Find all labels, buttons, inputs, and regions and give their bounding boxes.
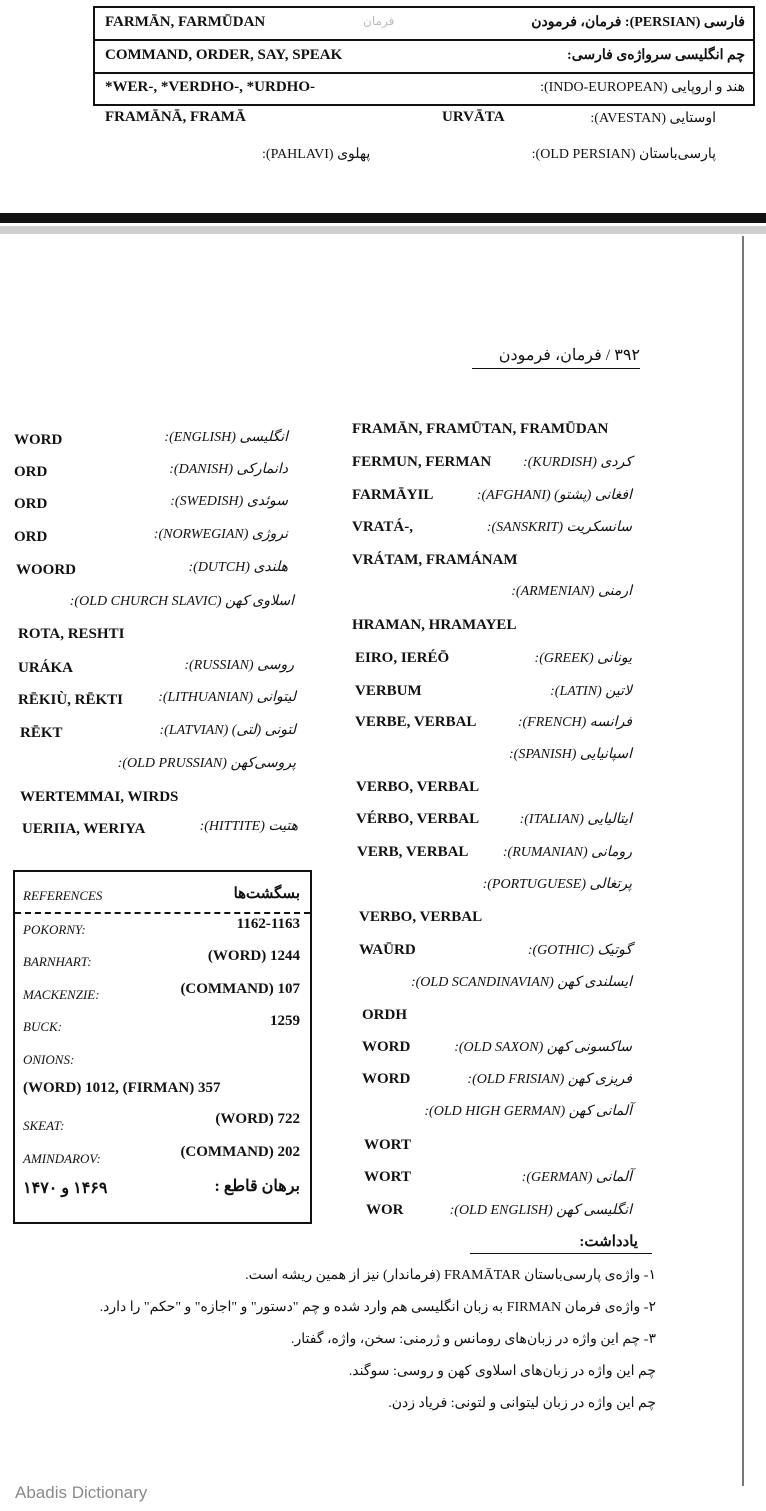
rc-value: WORT: [364, 1169, 411, 1185]
rc-value: WORT: [364, 1137, 411, 1153]
rc-label: انگلیسی کهن (OLD ENGLISH):: [449, 1203, 632, 1218]
references-box: [13, 870, 312, 1224]
pie-label: هند و اروپایی (INDO-EUROPEAN):: [540, 80, 745, 95]
note-line-1: ۱- واژه‌ی پارسی‌باستان FRAMĀTAR (فرماندار) نیز از همین ریشه است.: [245, 1268, 656, 1283]
top-row-meaning: [95, 39, 753, 72]
lc-value: WORD: [14, 432, 63, 448]
lc-value: URÁKA: [18, 660, 73, 676]
rc-value: FRAMĀN, FRAMŪTAN, FRAMŪDAN: [352, 421, 609, 437]
rc-label: لاتین (LATIN):: [550, 684, 632, 699]
top-entry-box: [93, 6, 755, 106]
rc-label: سانسکریت (SANSKRIT):: [486, 520, 632, 535]
ref-value: 1162-1163: [236, 916, 300, 932]
lc-label: اسلاوی کهن (OLD CHURCH SLAVIC):: [69, 594, 294, 609]
lc-value: ORD: [14, 496, 48, 512]
rc-value: EIRO, IERÉŌ: [355, 650, 450, 666]
references-dashed-divider: [15, 912, 310, 914]
ref-key: AMINDAROV:: [23, 1151, 101, 1166]
ref-key: BUCK:: [23, 1019, 62, 1034]
ref-value: (WORD) 722: [215, 1111, 300, 1127]
ref-value: (WORD) 1012, (FIRMAN) 357: [23, 1080, 221, 1096]
rc-value: WAŪRD: [359, 942, 416, 958]
rc-value: VRATÁ-,: [352, 519, 413, 535]
meaning-label: چم انگلیسی سرواژه‌ی فارسی:: [567, 48, 745, 63]
page-divider: [0, 213, 766, 223]
notes-title: یادداشت:: [579, 1234, 638, 1250]
page-header: ۳۹۲ / فرمان، فرمودن: [498, 347, 640, 364]
note-line-3: ۳- چم این واژه در زبان‌های رومانس و ژرمنی: سخن، واژه، گفتار.: [291, 1332, 656, 1347]
header-underline: [472, 368, 640, 369]
ref-value: (WORD) 1244: [207, 948, 300, 964]
lc-label: لتونی (لتی) (LATVIAN):: [159, 723, 296, 738]
rc-value: FERMUN, FERMAN: [352, 454, 492, 470]
rc-value: FARMĀYIL: [352, 487, 434, 503]
ref-key: ONIONS:: [23, 1052, 75, 1067]
rc-value: VERBUM: [355, 683, 422, 699]
rc-label: کردی (KURDISH):: [523, 455, 632, 470]
rc-label: یونانی (GREEK):: [534, 651, 632, 666]
rc-value: WORD: [362, 1071, 411, 1087]
lc-label: هتیت (HITTITE):: [199, 819, 298, 834]
lc-value: RĒKIÙ, RĒKTI: [18, 692, 124, 708]
pie-root: *WER-, *VERDHO-, *URDHO-: [105, 79, 315, 95]
rc-label: ایتالیایی (ITALIAN):: [519, 812, 632, 827]
rc-label: رومانی (RUMANIAN):: [502, 845, 632, 860]
rc-label: ایسلندی کهن (OLD SCANDINAVIAN):: [410, 975, 632, 990]
avestan-value-2: URVĀTA: [442, 109, 505, 125]
lc-value: UERIIA, WERIYA: [22, 821, 146, 837]
rc-label: آلمانی کهن (OLD HIGH GERMAN):: [424, 1104, 632, 1119]
lc-value: WERTEMMAI, WIRDS: [20, 789, 179, 805]
lc-label: سوئدی (SWEDISH):: [170, 494, 288, 509]
note-line-2: ۲- واژه‌ی فرمان FIRMAN به زبان انگلیسی هم وارد شده و چم "دستور" و "اجازه" و "حکم" را دارد.: [99, 1300, 656, 1315]
burhan-label: برهان قاطع :: [214, 1178, 300, 1195]
rc-label: آلمانی (GERMAN):: [521, 1170, 632, 1185]
ref-value: (COMMAND) 202: [180, 1144, 300, 1160]
page-divider-shadow: [0, 226, 766, 234]
page-edge-line: [742, 236, 744, 1486]
references-title-fa: بسگشت‌ها: [233, 886, 300, 902]
rc-label: فرانسه (FRENCH):: [517, 715, 632, 730]
lc-value: ROTA, RESHTI: [18, 626, 125, 642]
rc-value: ORDH: [362, 1007, 407, 1023]
ref-key: POKORNY:: [23, 922, 86, 937]
faint-watermark-word: فرمان: [363, 14, 395, 28]
note-line-5: چم این واژه در زبان لیتوانی و لتونی: فریاد زدن.: [388, 1396, 656, 1411]
top-row-persian: [95, 8, 753, 39]
ref-value: (COMMAND) 107: [180, 981, 300, 997]
rc-value: VERBO, VERBAL: [359, 909, 483, 925]
old-persian-label: پارسی‌باستان (OLD PERSIAN):: [531, 147, 716, 162]
lc-label: انگلیسی (ENGLISH):: [164, 430, 288, 445]
lc-label: پروسی‌کهن (OLD PRUSSIAN):: [117, 756, 296, 771]
burhan-value: ۱۴۶۹ و ۱۴۷۰: [23, 1180, 108, 1197]
lc-value: WOORD: [16, 562, 76, 578]
lc-label: لیتوانی (LITHUANIAN):: [158, 690, 296, 705]
references-title-en: REFERENCES: [23, 888, 103, 903]
rc-label: پرتغالی (PORTUGUESE):: [482, 877, 632, 892]
top-row-pie: [95, 72, 753, 105]
avestan-label: اوستایی (AVESTAN):: [590, 111, 716, 126]
lc-label: نروژی (NORWEGIAN):: [153, 527, 288, 542]
lc-value: ORD: [14, 529, 48, 545]
lc-label: هلندی (DUTCH):: [188, 560, 288, 575]
rc-value: VERB, VERBAL: [357, 844, 469, 860]
lc-value: RĒKT: [20, 725, 63, 741]
rc-label: اسپانیایی (SPANISH):: [509, 747, 632, 762]
lc-label: دانمارکی (DANISH):: [169, 462, 288, 477]
note-line-4: چم این واژه در زبان‌های اسلاوی کهن و روسی: سوگند.: [348, 1364, 656, 1379]
persian-label: فارسی (PERSIAN): فرمان، فرمودن: [531, 15, 745, 30]
avestan-value-1: FRAMĀNĀ, FRAMĀ: [105, 109, 246, 125]
pahlavi-label: پهلوی (PAHLAVI):: [262, 147, 371, 162]
rc-label: ساکسونی کهن (OLD SAXON):: [454, 1040, 632, 1055]
ref-key: BARNHART:: [23, 954, 92, 969]
rc-value: HRAMAN, HRAMAYEL: [352, 617, 517, 633]
rc-label: افغانی (پشتو) (AFGHANI):: [476, 488, 632, 503]
rc-value: VERBE, VERBAL: [355, 714, 477, 730]
ref-key: MACKENZIE:: [23, 987, 100, 1002]
lc-value: ORD: [14, 464, 48, 480]
rc-value: VRÁTAM, FRAMÁNAM: [352, 552, 518, 568]
ref-value: 1259: [270, 1013, 300, 1029]
rc-value: WOR: [366, 1202, 404, 1218]
english-meaning: COMMAND, ORDER, SAY, SPEAK: [105, 47, 343, 63]
ref-key: SKEAT:: [23, 1118, 65, 1133]
site-watermark: Abadis Dictionary: [15, 1483, 148, 1502]
rc-label: ارمنی (ARMENIAN):: [511, 584, 632, 599]
rc-value: WORD: [362, 1039, 411, 1055]
notes-underline: [470, 1253, 652, 1254]
rc-label: فریزی کهن (OLD FRISIAN):: [467, 1072, 632, 1087]
rc-label: گوتیک (GOTHIC):: [527, 943, 632, 958]
lc-label: روسی (RUSSIAN):: [184, 658, 294, 673]
persian-headword: FARMĀN, FARMŪDAN: [105, 14, 266, 30]
rc-value: VÉRBO, VERBAL: [356, 811, 480, 827]
rc-value: VERBO, VERBAL: [356, 779, 480, 795]
